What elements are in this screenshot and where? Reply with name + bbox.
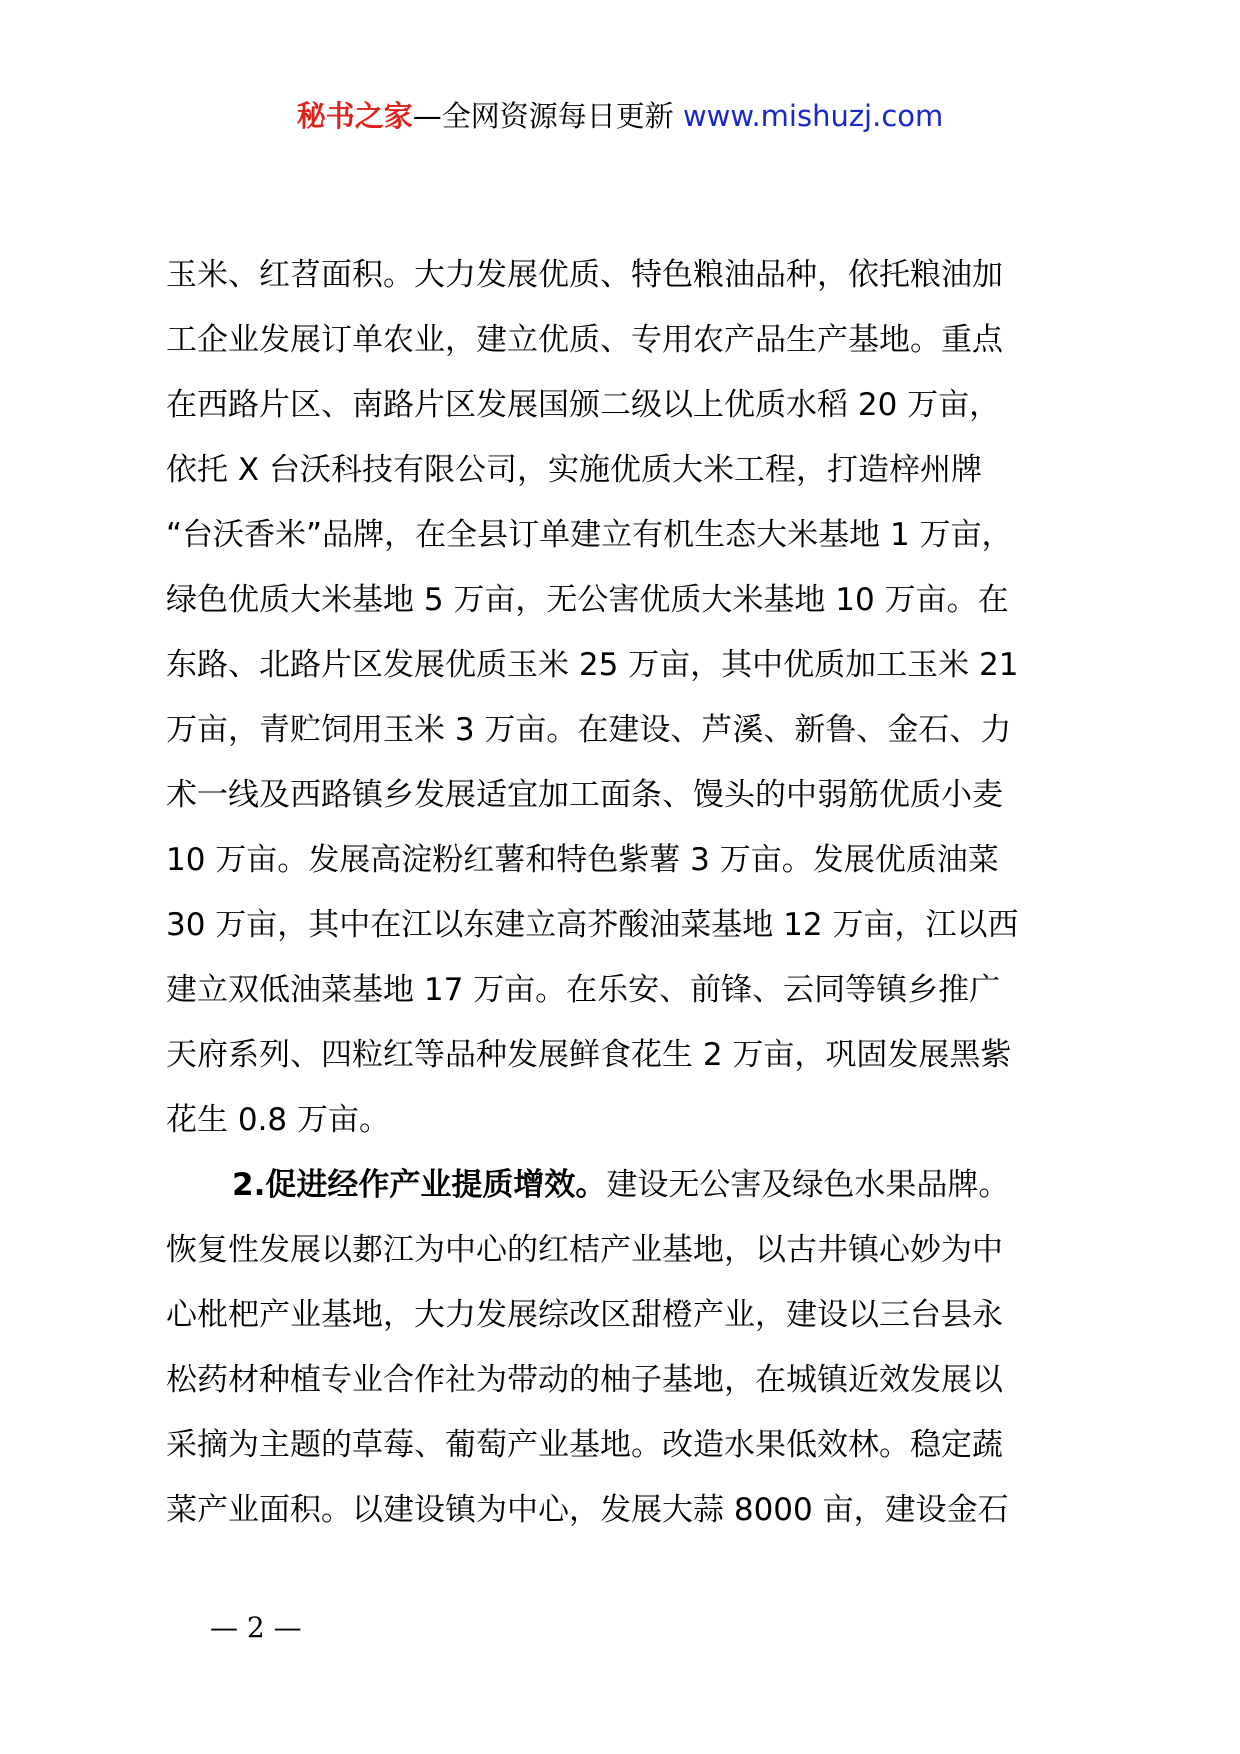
body-line: 万亩，青贮饲用玉米 3 万亩。在建设、芦溪、新鲁、金石、力 (166, 712, 1012, 748)
body-line: 建立双低油菜基地 17 万亩。在乐安、前锋、云同等镇乡推广 (166, 972, 1001, 1008)
site-brand: 秘书之家 (296, 99, 413, 133)
body-line: 依托 X 台沃科技有限公司，实施优质大米工程，打造梓州牌 (166, 452, 982, 488)
site-header (0, 96, 1240, 136)
body-line: 东路、北路片区发展优质玉米 25 万亩，其中优质加工玉米 21 (166, 647, 1019, 683)
body-line: 30 万亩，其中在江以东建立高芥酸油菜基地 12 万亩，江以西 (166, 907, 1019, 943)
body-line: 在西路片区、南路片区发展国颁二级以上优质水稻 20 万亩， (166, 387, 1001, 423)
body-line: 术一线及西路镇乡发展适宜加工面条、馒头的中弱筋优质小麦 (166, 777, 1003, 813)
site-url-link[interactable]: www.mishuzj.com (682, 99, 944, 133)
site-tagline: —全网资源每日更新 (412, 99, 674, 133)
section-2-heading: 2.促进经作产业提质增效。 (232, 1167, 607, 1203)
body-line: 心枇杷产业基地，大力发展综改区甜橙产业，建设以三台县永 (166, 1297, 1003, 1333)
body-line: 采摘为主题的草莓、葡萄产业基地。改造水果低效林。稳定蔬 (166, 1427, 1003, 1463)
document-body (166, 243, 1126, 1543)
body-line: 玉米、红苕面积。大力发展优质、特色粮油品种，依托粮油加 (166, 257, 1003, 293)
body-line: 10 万亩。发展高淀粉红薯和特色紫薯 3 万亩。发展优质油菜 (166, 842, 999, 878)
page-number: — 2 — (210, 1611, 302, 1644)
section-2-intro-text: 建设无公害及绿色水果品牌。 (606, 1167, 1010, 1203)
body-line: “台沃香米”品牌，在全县订单建立有机生态大米基地 1 万亩， (166, 517, 1013, 553)
body-line: 绿色优质大米基地 5 万亩，无公害优质大米基地 10 万亩。在 (166, 582, 1009, 618)
body-line: 菜产业面积。以建设镇为中心，发展大蒜 8000 亩，建设金石 (166, 1492, 1009, 1528)
body-line: 工企业发展订单农业，建立优质、专用农产品生产基地。重点 (166, 322, 1003, 358)
body-line: 松药材种植专业合作社为带动的柚子基地，在城镇近效发展以 (166, 1362, 1003, 1398)
body-line: 恢复性发展以郪江为中心的红桔产业基地，以古井镇心妙为中 (166, 1232, 1003, 1268)
body-line: 花生 0.8 万亩。 (166, 1102, 391, 1138)
section-2-first-line (166, 1153, 1126, 1218)
body-line: 天府系列、四粒红等品种发展鲜食花生 2 万亩，巩固发展黑紫 (166, 1037, 1012, 1073)
